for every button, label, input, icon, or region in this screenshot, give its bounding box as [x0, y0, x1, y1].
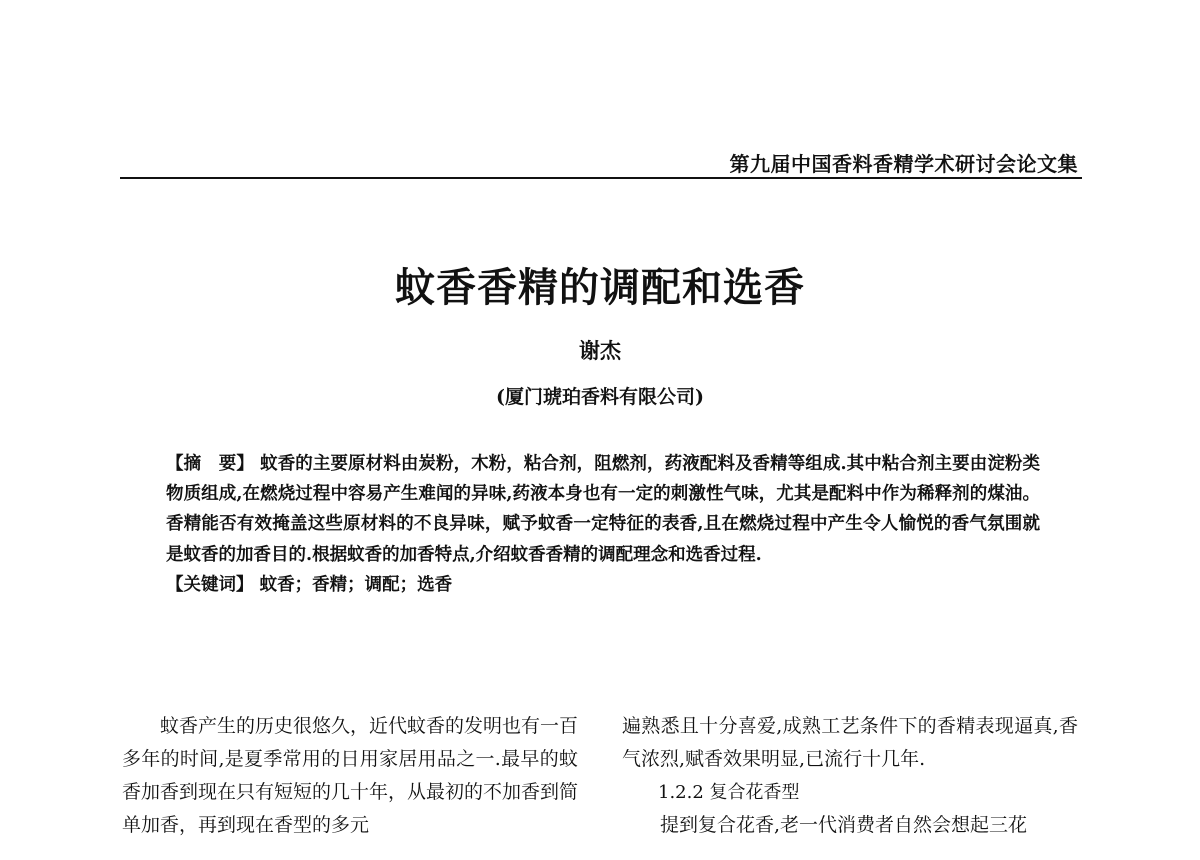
- paper-title: 蚊香香精的调配和选香: [395, 265, 805, 311]
- journal-header-title: 第九届中国香料香精学术研讨会论文集: [729, 152, 1078, 176]
- header-rule: [120, 177, 1082, 179]
- section-heading: 1.2.2 复合花香型: [658, 782, 800, 803]
- body-right-column: [622, 710, 1078, 842]
- keywords-paragraph: [166, 570, 1040, 600]
- abstract-label: 【摘 要】: [166, 454, 254, 474]
- abstract-text: 蚊香的主要原材料由炭粉，木粉，粘合剂，阻燃剂，药液配料及香精等组成.其中粘合剂主要由淀粉类物质组成,在燃烧过程中容易产生难闻的异味,药液本身也有一定的刺激性气味，尤其是配料中作为稀释剂的煤油。香精能否有效掩盖这些原材料的不良异味，赋予蚊香一定特征的表香,且在燃烧过程中产生令人愉悦的香气氛围就是蚊香的加香目的.根据蚊香的加香特点,介绍蚊香香精的调配理念和选香过程.: [166, 454, 1041, 565]
- body-paragraph: 提到复合花香,老一代消费者自然会想起三花: [660, 814, 1028, 836]
- keywords-label: 【关键词】: [166, 574, 254, 595]
- body-paragraph: 蚊香产生的历史很悠久，近代蚊香的发明也有一百多年的时间,是夏季常用的日用家居用品之一.最早的蚊香加香到现在只有短短的几十年，从最初的不加香到简单加香，再到现在香型的多元: [122, 715, 579, 836]
- paper-affiliation: (厦门琥珀香料有限公司): [496, 386, 704, 408]
- paper-author: 谢杰: [579, 338, 621, 363]
- body-paragraph-continued: 遍熟悉且十分喜爱,成熟工艺条件下的香精表现逼真,香气浓烈,赋香效果明显,已流行十几年.: [622, 715, 1078, 770]
- keywords-text: 蚊香；香精；调配；选香: [259, 574, 453, 595]
- abstract-paragraph: [166, 449, 1040, 570]
- body-left-column: [122, 710, 578, 842]
- abstract-block: [166, 449, 1040, 600]
